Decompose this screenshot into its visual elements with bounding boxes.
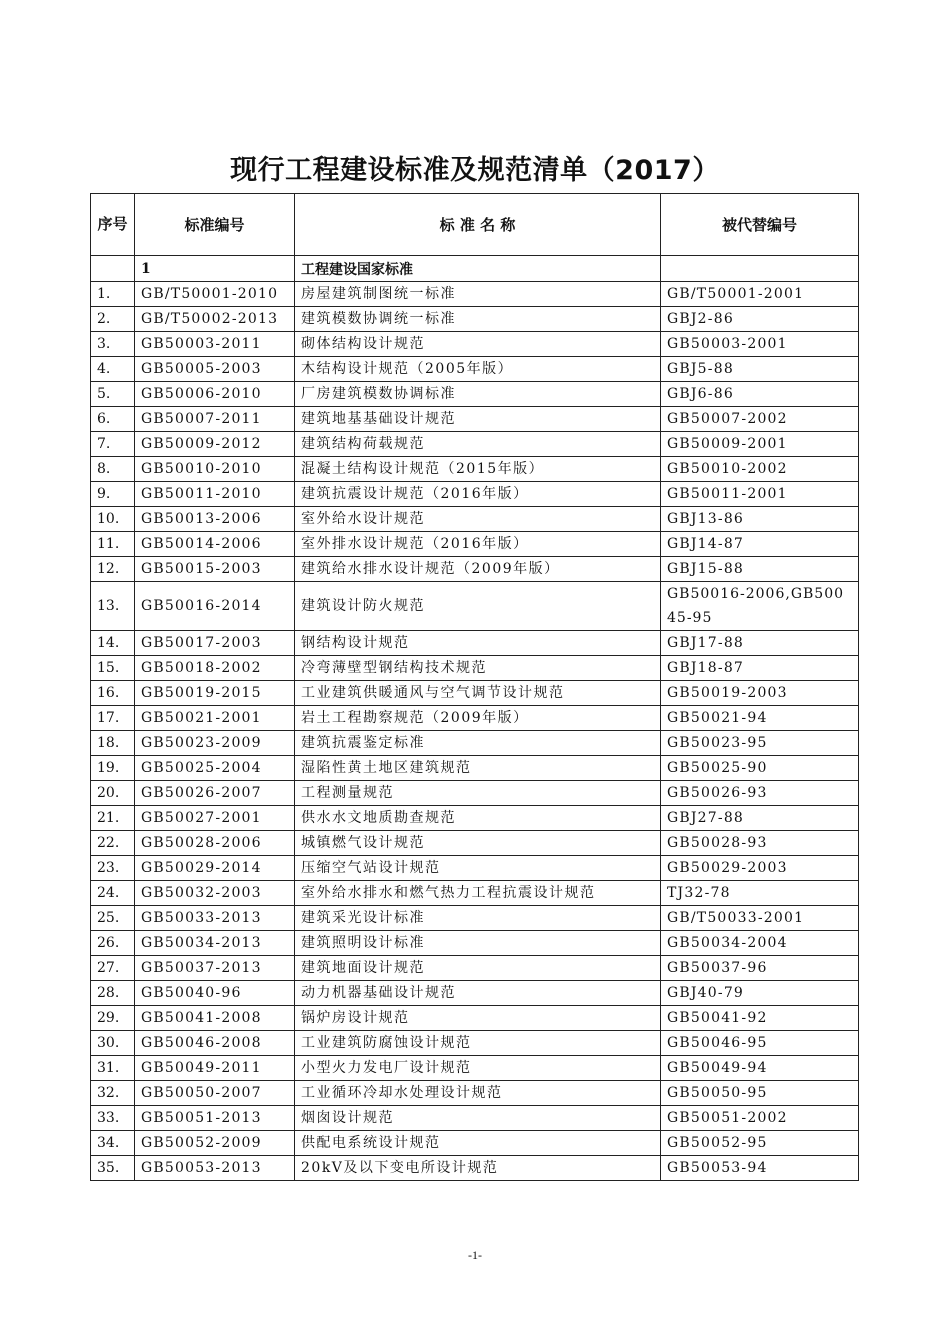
row-seq: 16.	[91, 681, 135, 706]
row-name: 供水水文地质勘查规范	[295, 806, 661, 831]
row-code: GB50018-2002	[135, 656, 295, 681]
row-replaced: GBJ6-86	[661, 382, 859, 407]
row-seq: 29.	[91, 1006, 135, 1031]
row-replaced: GB50025-90	[661, 756, 859, 781]
table-row	[91, 557, 859, 582]
row-name: 砌体结构设计规范	[295, 332, 661, 357]
row-replaced: GBJ40-79	[661, 981, 859, 1006]
header-code: 标准编号	[135, 194, 295, 256]
row-code: GB50010-2010	[135, 457, 295, 482]
row-replaced: GB50041-92	[661, 1006, 859, 1031]
row-name: 城镇燃气设计规范	[295, 831, 661, 856]
row-replaced: GBJ27-88	[661, 806, 859, 831]
row-code: GB50051-2013	[135, 1106, 295, 1131]
row-name: 室外排水设计规范（2016年版）	[295, 532, 661, 557]
row-seq: 4.	[91, 357, 135, 382]
row-seq: 26.	[91, 931, 135, 956]
table-row	[91, 681, 859, 706]
row-code: GB50023-2009	[135, 731, 295, 756]
row-replaced: GB50049-94	[661, 1056, 859, 1081]
row-code: GB50017-2003	[135, 631, 295, 656]
row-code: GB50016-2014	[135, 582, 295, 631]
section-code: 1	[135, 256, 295, 282]
row-code: GB50026-2007	[135, 781, 295, 806]
row-seq: 23.	[91, 856, 135, 881]
row-replaced: GB50009-2001	[661, 432, 859, 457]
table-row	[91, 407, 859, 432]
row-name: 动力机器基础设计规范	[295, 981, 661, 1006]
table-row	[91, 781, 859, 806]
row-name: 工业建筑供暖通风与空气调节设计规范	[295, 681, 661, 706]
row-name: 建筑采光设计标准	[295, 906, 661, 931]
row-replaced: GB50003-2001	[661, 332, 859, 357]
row-code: GB50050-2007	[135, 1081, 295, 1106]
row-seq: 27.	[91, 956, 135, 981]
row-seq: 21.	[91, 806, 135, 831]
row-seq: 25.	[91, 906, 135, 931]
row-code: GB/T50002-2013	[135, 307, 295, 332]
table-row	[91, 382, 859, 407]
table-row	[91, 756, 859, 781]
table-header-row	[91, 194, 859, 256]
row-code: GB50040-96	[135, 981, 295, 1006]
row-replaced: GB50026-93	[661, 781, 859, 806]
row-name: 建筑模数协调统一标准	[295, 307, 661, 332]
row-name: 室外给水排水和燃气热力工程抗震设计规范	[295, 881, 661, 906]
row-code: GB50013-2006	[135, 507, 295, 532]
row-code: GB50009-2012	[135, 432, 295, 457]
table-row	[91, 806, 859, 831]
row-seq: 14.	[91, 631, 135, 656]
row-seq: 5.	[91, 382, 135, 407]
row-code: GB50014-2006	[135, 532, 295, 557]
row-seq: 8.	[91, 457, 135, 482]
row-name: 湿陷性黄土地区建筑规范	[295, 756, 661, 781]
row-seq: 6.	[91, 407, 135, 432]
row-code: GB50003-2011	[135, 332, 295, 357]
section-seq-cell	[91, 256, 135, 282]
row-replaced: TJ32-78	[661, 881, 859, 906]
row-name: 岩土工程勘察规范（2009年版）	[295, 706, 661, 731]
row-code: GB50049-2011	[135, 1056, 295, 1081]
row-code: GB50052-2009	[135, 1131, 295, 1156]
row-name: 室外给水设计规范	[295, 507, 661, 532]
table-row	[91, 656, 859, 681]
row-seq: 17.	[91, 706, 135, 731]
row-name: 锅炉房设计规范	[295, 1006, 661, 1031]
row-replaced: GB50034-2004	[661, 931, 859, 956]
row-seq: 2.	[91, 307, 135, 332]
table-row	[91, 1081, 859, 1106]
row-code: GB50041-2008	[135, 1006, 295, 1031]
row-seq: 28.	[91, 981, 135, 1006]
row-seq: 20.	[91, 781, 135, 806]
table-row	[91, 482, 859, 507]
row-seq: 15.	[91, 656, 135, 681]
table-row	[91, 432, 859, 457]
row-replaced: GBJ15-88	[661, 557, 859, 582]
table-row	[91, 1056, 859, 1081]
row-name: 工程测量规范	[295, 781, 661, 806]
table-row	[91, 706, 859, 731]
row-replaced: GB50037-96	[661, 956, 859, 981]
row-replaced: GB50016-2006,GB50045-95	[661, 582, 859, 631]
row-seq: 24.	[91, 881, 135, 906]
table-row	[91, 631, 859, 656]
table-row	[91, 1106, 859, 1131]
row-seq: 10.	[91, 507, 135, 532]
row-name: 木结构设计规范（2005年版）	[295, 357, 661, 382]
table-row	[91, 457, 859, 482]
row-seq: 12.	[91, 557, 135, 582]
header-seq: 序号	[91, 194, 135, 256]
row-seq: 19.	[91, 756, 135, 781]
row-seq: 3.	[91, 332, 135, 357]
row-code: GB50021-2001	[135, 706, 295, 731]
row-seq: 22.	[91, 831, 135, 856]
row-name: 建筑结构荷载规范	[295, 432, 661, 457]
table-row	[91, 1131, 859, 1156]
row-replaced: GB50053-94	[661, 1156, 859, 1181]
row-code: GB50015-2003	[135, 557, 295, 582]
row-seq: 30.	[91, 1031, 135, 1056]
row-replaced: GB50052-95	[661, 1131, 859, 1156]
row-seq: 1.	[91, 282, 135, 307]
row-replaced: GBJ18-87	[661, 656, 859, 681]
row-replaced: GB50011-2001	[661, 482, 859, 507]
section-name: 工程建设国家标准	[295, 256, 661, 282]
row-seq: 32.	[91, 1081, 135, 1106]
table-row	[91, 532, 859, 557]
row-seq: 18.	[91, 731, 135, 756]
row-seq: 11.	[91, 532, 135, 557]
row-replaced: GB50010-2002	[661, 457, 859, 482]
row-name: 小型火力发电厂设计规范	[295, 1056, 661, 1081]
row-replaced: GBJ2-86	[661, 307, 859, 332]
row-code: GB50028-2006	[135, 831, 295, 856]
row-code: GB50019-2015	[135, 681, 295, 706]
row-name: 建筑设计防火规范	[295, 582, 661, 631]
row-code: GB50034-2013	[135, 931, 295, 956]
table-row	[91, 282, 859, 307]
row-name: 建筑抗震设计规范（2016年版）	[295, 482, 661, 507]
row-name: 20kV及以下变电所设计规范	[295, 1156, 661, 1181]
table-row	[91, 1031, 859, 1056]
row-name: 建筑给水排水设计规范（2009年版）	[295, 557, 661, 582]
row-code: GB50033-2013	[135, 906, 295, 931]
row-replaced: GB50007-2002	[661, 407, 859, 432]
table-row	[91, 856, 859, 881]
row-name: 工业建筑防腐蚀设计规范	[295, 1031, 661, 1056]
section-replaced-cell	[661, 256, 859, 282]
row-code: GB50007-2011	[135, 407, 295, 432]
row-seq: 31.	[91, 1056, 135, 1081]
standards-table	[90, 193, 859, 1181]
table-row	[91, 507, 859, 532]
row-code: GB50027-2001	[135, 806, 295, 831]
row-code: GB50037-2013	[135, 956, 295, 981]
row-name: 钢结构设计规范	[295, 631, 661, 656]
row-name: 建筑地基基础设计规范	[295, 407, 661, 432]
row-name: 房屋建筑制图统一标准	[295, 282, 661, 307]
row-name: 厂房建筑模数协调标准	[295, 382, 661, 407]
row-replaced: GB50051-2002	[661, 1106, 859, 1131]
table-row	[91, 906, 859, 931]
row-name: 烟囱设计规范	[295, 1106, 661, 1131]
table-row	[91, 1006, 859, 1031]
row-name: 压缩空气站设计规范	[295, 856, 661, 881]
row-code: GB/T50001-2010	[135, 282, 295, 307]
row-replaced: GB50023-95	[661, 731, 859, 756]
table-row	[91, 731, 859, 756]
table-row	[91, 357, 859, 382]
row-name: 冷弯薄壁型钢结构技术规范	[295, 656, 661, 681]
page-number: -1-	[468, 1248, 482, 1262]
row-seq: 9.	[91, 482, 135, 507]
page-title: 现行工程建设标准及规范清单（2017）	[230, 155, 720, 186]
header-name: 标 准 名 称	[295, 194, 661, 256]
row-seq: 33.	[91, 1106, 135, 1131]
row-name: 建筑抗震鉴定标准	[295, 731, 661, 756]
table-row	[91, 1156, 859, 1181]
row-code: GB50005-2003	[135, 357, 295, 382]
table-row	[91, 931, 859, 956]
table-row	[91, 981, 859, 1006]
row-replaced: GB50050-95	[661, 1081, 859, 1106]
row-name: 混凝土结构设计规范（2015年版）	[295, 457, 661, 482]
row-code: GB50006-2010	[135, 382, 295, 407]
row-code: GB50032-2003	[135, 881, 295, 906]
table-row	[91, 956, 859, 981]
table-row	[91, 582, 859, 631]
row-code: GB50046-2008	[135, 1031, 295, 1056]
row-name: 建筑地面设计规范	[295, 956, 661, 981]
row-replaced: GBJ5-88	[661, 357, 859, 382]
table-row	[91, 332, 859, 357]
row-code: GB50053-2013	[135, 1156, 295, 1181]
row-code: GB50029-2014	[135, 856, 295, 881]
row-seq: 7.	[91, 432, 135, 457]
row-replaced: GB50028-93	[661, 831, 859, 856]
row-seq: 13.	[91, 582, 135, 631]
row-replaced: GB50046-95	[661, 1031, 859, 1056]
table-row	[91, 881, 859, 906]
row-name: 工业循环冷却水处理设计规范	[295, 1081, 661, 1106]
row-name: 供配电系统设计规范	[295, 1131, 661, 1156]
row-replaced: GB/T50033-2001	[661, 906, 859, 931]
header-replaced: 被代替编号	[661, 194, 859, 256]
row-replaced: GBJ13-86	[661, 507, 859, 532]
row-name: 建筑照明设计标准	[295, 931, 661, 956]
row-code: GB50025-2004	[135, 756, 295, 781]
row-replaced: GB50021-94	[661, 706, 859, 731]
row-replaced: GBJ17-88	[661, 631, 859, 656]
row-seq: 34.	[91, 1131, 135, 1156]
row-replaced: GBJ14-87	[661, 532, 859, 557]
row-code: GB50011-2010	[135, 482, 295, 507]
row-replaced: GB/T50001-2001	[661, 282, 859, 307]
table-row	[91, 307, 859, 332]
row-replaced: GB50029-2003	[661, 856, 859, 881]
section-row	[91, 256, 859, 282]
table-row	[91, 831, 859, 856]
row-seq: 35.	[91, 1156, 135, 1181]
row-replaced: GB50019-2003	[661, 681, 859, 706]
